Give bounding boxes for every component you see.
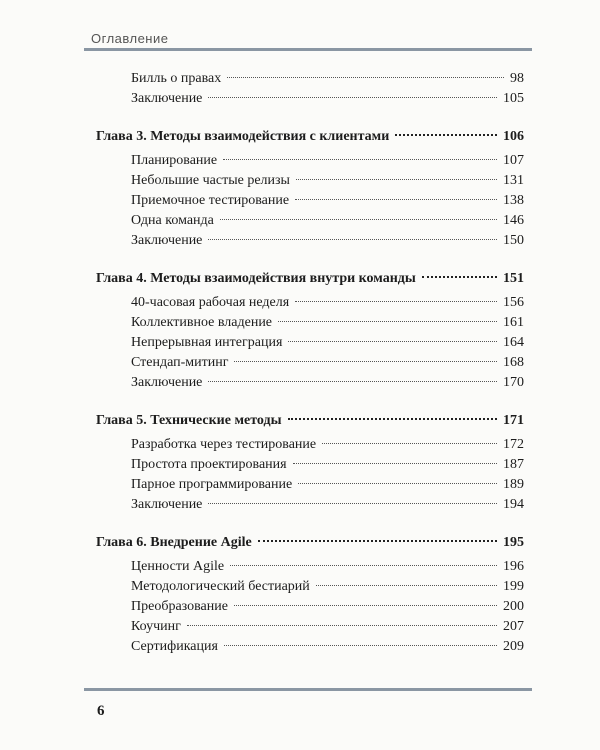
toc-entry-page: 209 bbox=[503, 639, 524, 654]
toc-entry-title: Коллективное владение bbox=[131, 315, 273, 330]
toc-entry-page: 196 bbox=[503, 559, 524, 574]
toc-chapter-entry bbox=[96, 127, 524, 147]
dot-leader bbox=[223, 159, 497, 160]
toc-section-entry bbox=[96, 637, 524, 657]
dot-leader bbox=[295, 301, 497, 302]
toc-entry-page: 156 bbox=[503, 295, 524, 310]
toc-entry-title: Парное программирование bbox=[131, 477, 293, 492]
dot-leader bbox=[278, 321, 497, 322]
dot-leader bbox=[296, 179, 497, 180]
toc-section-entry bbox=[96, 597, 524, 617]
toc-entry-title: Билль о правах bbox=[131, 71, 222, 86]
toc-entry-page: 164 bbox=[503, 335, 524, 350]
toc-entry-page: 151 bbox=[503, 271, 524, 286]
toc-entry-page: 199 bbox=[503, 579, 524, 594]
toc-section-entry bbox=[96, 211, 524, 231]
toc-entry-page: 171 bbox=[503, 413, 524, 428]
toc-entry-title: Стендап-митинг bbox=[131, 355, 229, 370]
toc-entry-page: 107 bbox=[503, 153, 524, 168]
toc-entry-page: 207 bbox=[503, 619, 524, 634]
header-rule bbox=[84, 48, 532, 51]
toc-section-entry bbox=[96, 373, 524, 393]
toc-entry-page: 168 bbox=[503, 355, 524, 370]
toc-entry-title: Планирование bbox=[131, 153, 218, 168]
toc-entry-page: 150 bbox=[503, 233, 524, 248]
dot-leader bbox=[230, 565, 497, 566]
table-of-contents bbox=[96, 69, 524, 657]
toc-section-entry bbox=[96, 151, 524, 171]
toc-section-entry bbox=[96, 475, 524, 495]
dot-leader bbox=[234, 361, 497, 362]
dot-leader bbox=[224, 645, 497, 646]
toc-entry-page: 172 bbox=[503, 437, 524, 452]
toc-entry-page: 138 bbox=[503, 193, 524, 208]
dot-leader bbox=[298, 483, 497, 484]
toc-entry-title: Заключение bbox=[131, 233, 203, 248]
dot-leader bbox=[234, 605, 497, 606]
dot-leader bbox=[208, 503, 497, 504]
dot-leader bbox=[322, 443, 497, 444]
dot-leader bbox=[288, 418, 497, 420]
footer-rule bbox=[84, 688, 532, 691]
toc-section-entry bbox=[96, 353, 524, 373]
toc-section-entry bbox=[96, 171, 524, 191]
toc-section-entry bbox=[96, 333, 524, 353]
toc-section-entry bbox=[96, 577, 524, 597]
toc-section-entry bbox=[96, 557, 524, 577]
dot-leader bbox=[208, 97, 497, 98]
toc-section-entry bbox=[96, 455, 524, 475]
dot-leader bbox=[422, 276, 497, 278]
toc-entry-title: Заключение bbox=[131, 497, 203, 512]
toc-entry-title: Непрерывная интеграция bbox=[131, 335, 283, 350]
toc-entry-page: 105 bbox=[503, 91, 524, 106]
toc-section-entry bbox=[96, 293, 524, 313]
toc-entry-page: 146 bbox=[503, 213, 524, 228]
toc-entry-page: 170 bbox=[503, 375, 524, 390]
toc-entry-title: Глава 6. Внедрение Agile bbox=[96, 535, 252, 550]
dot-leader bbox=[316, 585, 497, 586]
dot-leader bbox=[227, 77, 504, 78]
toc-entry-page: 200 bbox=[503, 599, 524, 614]
toc-section-entry bbox=[96, 313, 524, 333]
toc-entry-title: Методологический бестиарий bbox=[131, 579, 310, 594]
toc-entry-page: 98 bbox=[510, 71, 524, 86]
toc-section-entry bbox=[96, 495, 524, 515]
toc-section-entry bbox=[96, 89, 524, 109]
page-number: 6 bbox=[97, 703, 105, 719]
toc-entry-title: 40-часовая рабочая неделя bbox=[131, 295, 290, 310]
toc-entry-page: 189 bbox=[503, 477, 524, 492]
dot-leader bbox=[395, 134, 497, 136]
dot-leader bbox=[293, 463, 497, 464]
toc-entry-page: 187 bbox=[503, 457, 524, 472]
running-head: Оглавление bbox=[91, 31, 169, 46]
toc-entry-page: 161 bbox=[503, 315, 524, 330]
dot-leader bbox=[208, 239, 497, 240]
dot-leader bbox=[258, 540, 497, 542]
toc-entry-title: Небольшие частые релизы bbox=[131, 173, 290, 188]
toc-entry-page: 131 bbox=[503, 173, 524, 188]
dot-leader bbox=[208, 381, 497, 382]
toc-chapter-entry bbox=[96, 269, 524, 289]
toc-entry-title: Глава 5. Технические методы bbox=[96, 413, 282, 428]
toc-entry-page: 194 bbox=[503, 497, 524, 512]
toc-section-entry bbox=[96, 617, 524, 637]
toc-section-entry bbox=[96, 191, 524, 211]
toc-entry-title: Приемочное тестирование bbox=[131, 193, 290, 208]
toc-entry-page: 195 bbox=[503, 535, 524, 550]
toc-entry-title: Сертификация bbox=[131, 639, 218, 654]
toc-entry-page: 106 bbox=[503, 129, 524, 144]
toc-chapter-entry bbox=[96, 411, 524, 431]
toc-section-entry bbox=[96, 231, 524, 251]
toc-entry-title: Глава 3. Методы взаимодействия с клиентами bbox=[96, 129, 390, 144]
toc-entry-title: Заключение bbox=[131, 375, 203, 390]
toc-chapter-entry bbox=[96, 533, 524, 553]
toc-entry-title: Одна команда bbox=[131, 213, 214, 228]
toc-section-entry bbox=[96, 69, 524, 89]
toc-entry-title: Заключение bbox=[131, 91, 203, 106]
toc-entry-title: Ценности Agile bbox=[131, 559, 225, 574]
dot-leader bbox=[295, 199, 497, 200]
dot-leader bbox=[288, 341, 497, 342]
toc-entry-title: Преобразование bbox=[131, 599, 228, 614]
dot-leader bbox=[187, 625, 497, 626]
toc-entry-title: Простота проектирования bbox=[131, 457, 287, 472]
toc-entry-title: Глава 4. Методы взаимодействия внутри команды bbox=[96, 271, 416, 286]
toc-entry-title: Разработка через тестирование bbox=[131, 437, 317, 452]
dot-leader bbox=[220, 219, 497, 220]
toc-entry-title: Коучинг bbox=[131, 619, 181, 634]
toc-section-entry bbox=[96, 435, 524, 455]
